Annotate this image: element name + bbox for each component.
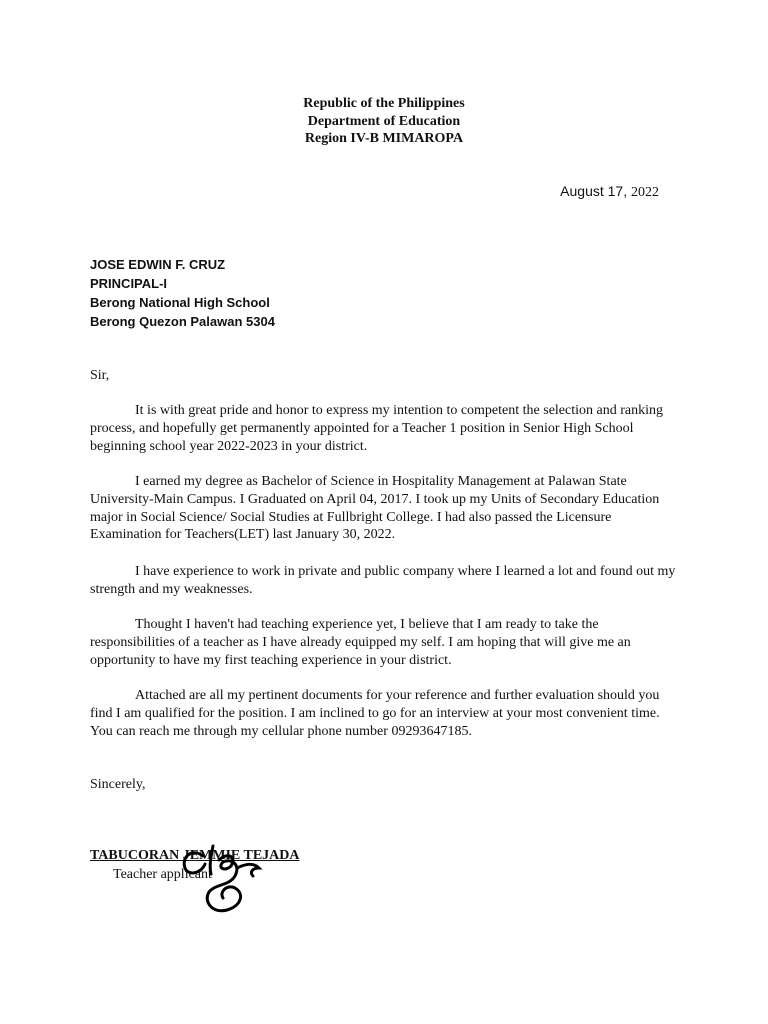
- paragraph-readiness: Thought I haven't had teaching experience yet, I believe that I am ready to take the responsibilities of a teacher as I have already equipped my self. I am hoping that will give me an opportunity to have my first teaching experience in your district.: [90, 617, 631, 668]
- closing: Sincerely,: [90, 777, 146, 792]
- salutation: Sir,: [90, 368, 110, 383]
- letterhead: [0, 95, 768, 148]
- recipient-name: JOSE EDWIN F. CRUZ: [90, 257, 226, 272]
- paragraph-attachments: Attached are all my pertinent documents for your reference and further evaluation should you find I am qualified for the position. I am inclined to go for an interview at your most convenient time. You can reach me through my cellular phone number 09293647185.: [90, 688, 660, 739]
- letterhead-region: Region IV-B MIMAROPA: [304, 131, 464, 146]
- recipient-address: Berong Quezon Palawan 5304: [90, 314, 275, 329]
- letter-date: [560, 183, 659, 201]
- signatory-name: TABUCORAN JEMMIE TEJADA: [90, 848, 300, 863]
- letterhead-country: Republic of the Philippines: [303, 96, 465, 111]
- signatory-role: Teacher applicant: [113, 867, 212, 882]
- date-year: 2022: [631, 185, 659, 200]
- recipient-school: Berong National High School: [90, 295, 270, 310]
- letterhead-department: Department of Education: [307, 113, 461, 129]
- paragraph-education: I earned my degree as Bachelor of Science in Hospitality Management at Palawan State University-Main Campus. I Graduated on April 04, 2017. I took up my Units of Secondary Education major in Social Science/ Social Studies at Fullbright College. I had also passed the Licensure Examination for Teachers(LET) last January 30, 2022.: [90, 474, 660, 543]
- paragraph-experience: I have experience to work in private and public company where I learned a lot and found out my strength and my weaknesses.: [90, 564, 676, 597]
- recipient-title: PRINCIPAL-I: [90, 276, 168, 291]
- recipient-block: [90, 255, 275, 331]
- handwritten-signature-icon: [175, 842, 270, 917]
- paragraph-intent: It is with great pride and honor to express my intention to competent the selection and ranking process, and hopefully get permanently appointed for a Teacher 1 position in Senior High School beginning school year 2022-2023 in your district.: [90, 403, 663, 454]
- date-month-day: August 17,: [560, 183, 628, 199]
